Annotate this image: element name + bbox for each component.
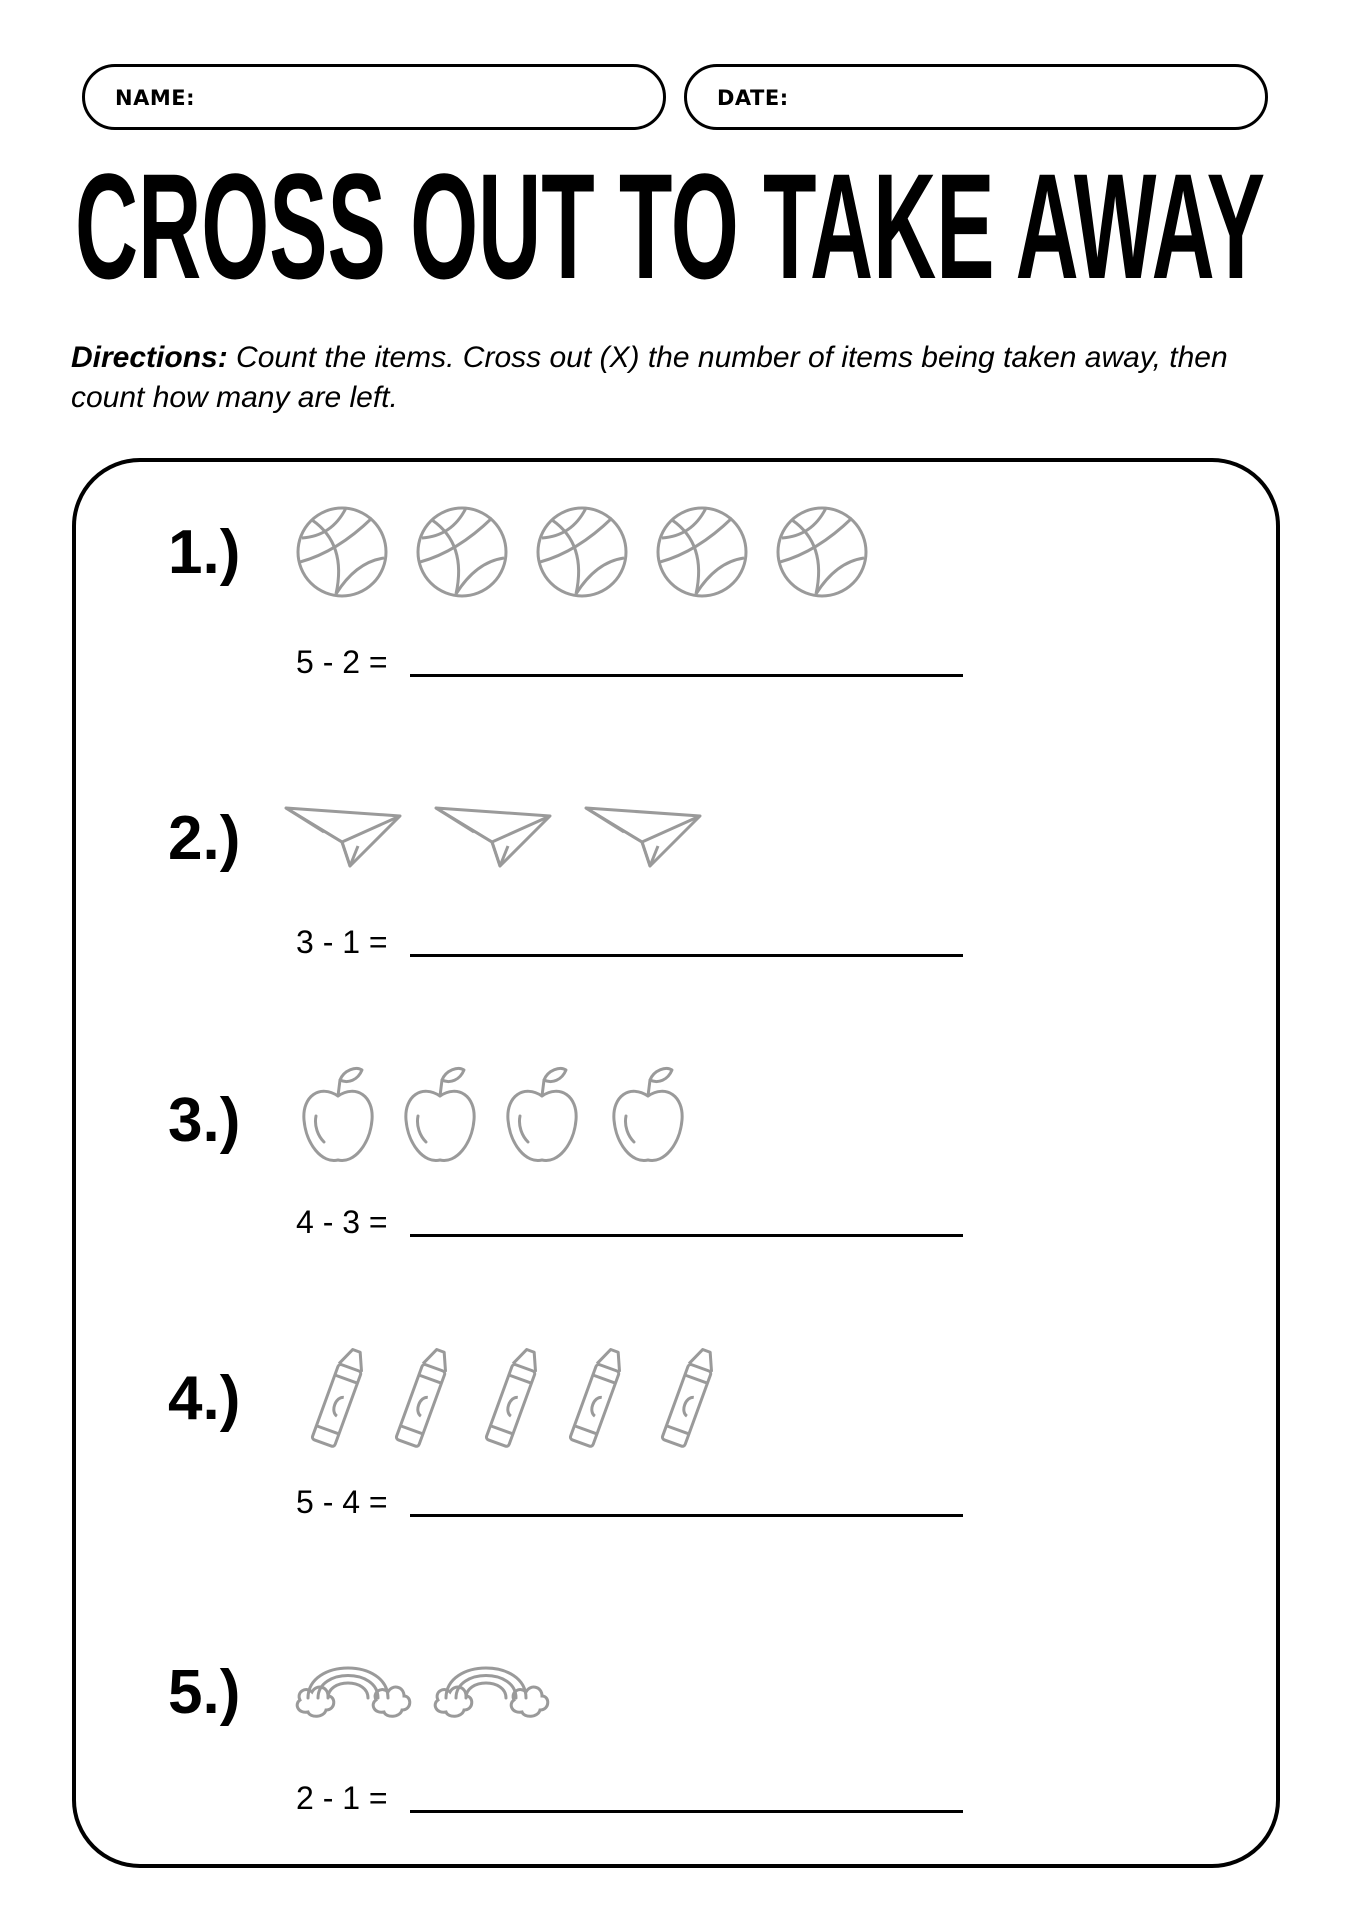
problem-1-items-extra bbox=[776, 506, 870, 605]
problem-4-items bbox=[310, 1342, 730, 1455]
problem-1-number: 1.) bbox=[168, 518, 241, 587]
problem-5-equation: 2 - 1 = bbox=[296, 1780, 388, 1816]
problem-2-equation: 3 - 1 = bbox=[296, 924, 388, 960]
date-label: DATE: bbox=[717, 86, 789, 110]
problem-1-answer-line[interactable] bbox=[410, 674, 963, 677]
directions-lead: Directions: bbox=[71, 341, 228, 374]
basketball-icon bbox=[296, 506, 776, 600]
rainbow-icon bbox=[294, 1640, 554, 1720]
problem-5-items bbox=[294, 1640, 554, 1725]
basketball-icon bbox=[776, 506, 870, 600]
directions bbox=[71, 338, 1301, 418]
problem-3-items bbox=[300, 1064, 700, 1171]
problem-2-answer-line[interactable] bbox=[410, 954, 963, 957]
problem-5-answer-line[interactable] bbox=[410, 1810, 963, 1813]
problem-2-number: 2.) bbox=[168, 804, 241, 873]
apple-icon bbox=[300, 1064, 700, 1166]
problem-5-number: 5.) bbox=[168, 1658, 241, 1727]
page-title bbox=[70, 150, 1270, 300]
problem-1-items bbox=[296, 506, 776, 605]
problem-2-items bbox=[284, 802, 724, 877]
problem-3-number: 3.) bbox=[168, 1086, 241, 1155]
directions-text: Count the items. Cross out (X) the number of items being taken away, then count how many are left. bbox=[71, 341, 1228, 414]
problem-3-answer-line[interactable] bbox=[410, 1234, 963, 1237]
name-field[interactable] bbox=[82, 64, 666, 130]
problem-4-number: 4.) bbox=[168, 1364, 241, 1433]
problem-4-equation: 5 - 4 = bbox=[296, 1484, 388, 1520]
problem-4-answer-line[interactable] bbox=[410, 1514, 963, 1517]
date-field[interactable] bbox=[684, 64, 1268, 130]
page-title-text: CROSS OUT TO TAKE AWAY bbox=[75, 150, 1265, 300]
problem-1-equation: 5 - 2 = bbox=[296, 644, 388, 680]
problem-3-equation: 4 - 3 = bbox=[296, 1204, 388, 1240]
crayon-icon bbox=[310, 1342, 730, 1450]
paper-plane-icon bbox=[284, 802, 724, 872]
name-label: NAME: bbox=[115, 86, 195, 110]
